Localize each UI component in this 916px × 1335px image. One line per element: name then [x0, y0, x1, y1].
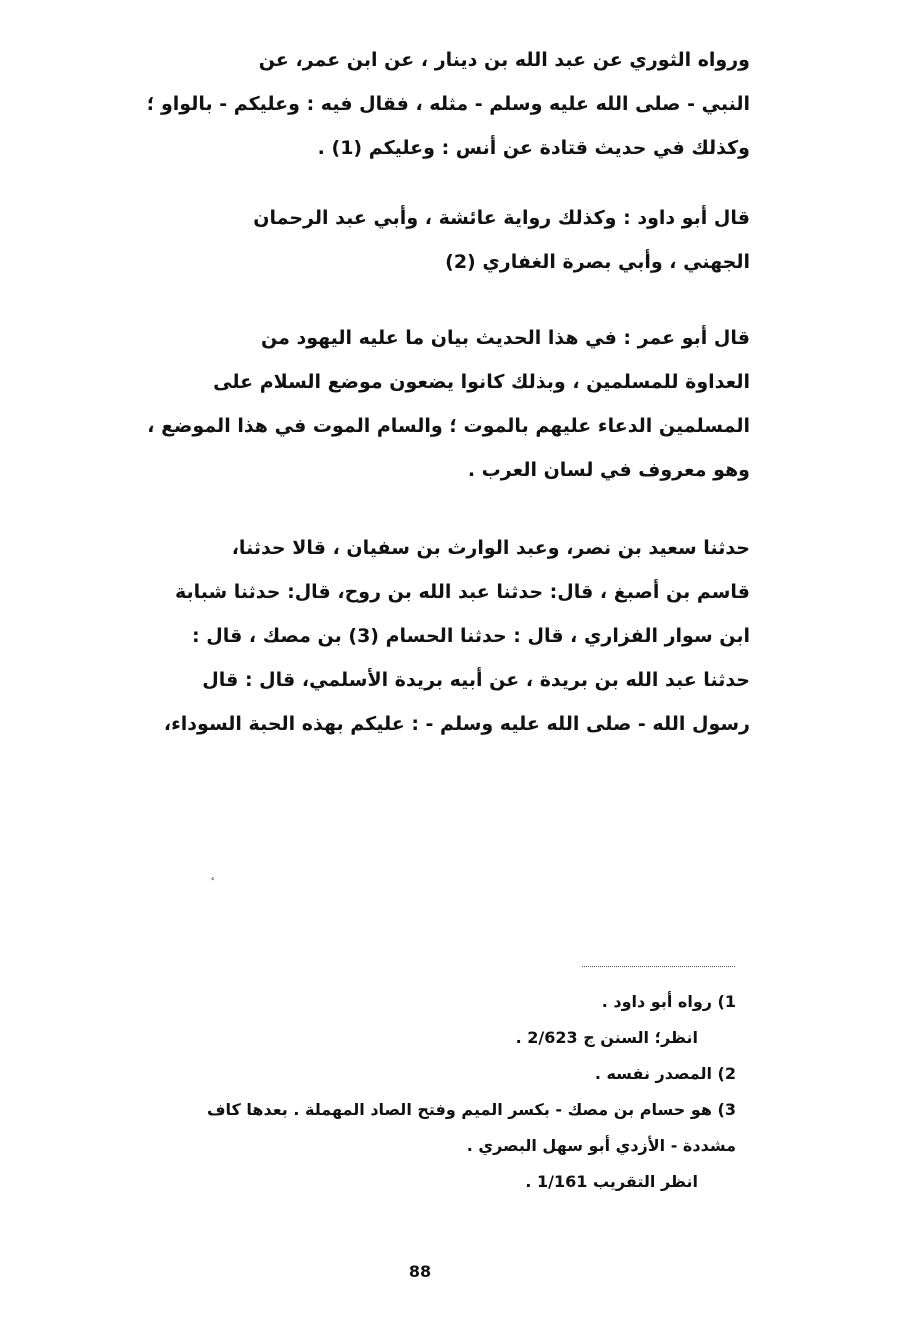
- paragraph-line: ورواه الثوري عن عبد الله بن دينار ، عن ابن عمر، عن: [258, 49, 750, 71]
- paragraph-line: المسلمين الدعاء عليهم بالموت ؛ والسام الموت في هذا الموضع ،: [147, 415, 750, 437]
- paragraph-line: حدثنا سعيد بن نصر، وعبد الوارث بن سفيان ، قالا حدثنا،: [231, 537, 750, 559]
- paragraph-1: [110, 38, 750, 170]
- footnote-divider: [582, 966, 735, 967]
- paragraph-3: [110, 316, 750, 492]
- paragraph-line: وهو معروف في لسان العرب .: [467, 459, 750, 481]
- paragraph-line: النبي - صلى الله عليه وسلم - مثله ، فقال فيه : وعليكم - بالواو ؛: [146, 93, 750, 115]
- footnote-3-reference: انظر التقريب 1/161 .: [525, 1172, 698, 1191]
- paragraph-line: قال أبو عمر : في هذا الحديث بيان ما عليه اليهود من: [260, 327, 750, 349]
- footnote-1: 1) رواه أبو داود .: [601, 992, 736, 1011]
- footnote-3-continuation: مشددة - الأزدي أبو سهل البصري .: [466, 1136, 736, 1155]
- scan-speck: ˂: [210, 876, 216, 889]
- paragraph-line: ابن سوار الفزاري ، قال : حدثنا الحسام (3) بن مصك ، قال :: [192, 625, 750, 647]
- paragraph-line: قال أبو داود : وكذلك رواية عائشة ، وأبي عبد الرحمان: [253, 207, 750, 229]
- paragraph-line: العداوة للمسلمين ، وبذلك كانوا يضعون موضع السلام على: [213, 371, 750, 393]
- page-number: 88: [408, 1262, 432, 1281]
- footnote-3: 3) هو حسام بن مصك - بكسر الميم وفتح الصاد المهملة . بعدها كاف: [206, 1100, 736, 1119]
- paragraph-4: [110, 526, 750, 746]
- paragraph-line: وكذلك في حديث قتادة عن أنس : وعليكم (1) .: [317, 137, 750, 159]
- footnote-2: 2) المصدر نفسه .: [594, 1064, 736, 1083]
- paragraph-2: [110, 196, 750, 284]
- paragraph-line: الجهني ، وأبي بصرة الغفاري (2): [445, 251, 750, 273]
- paragraph-line: قاسم بن أصبغ ، قال: حدثنا عبد الله بن روح، قال: حدثنا شبابة: [174, 581, 750, 603]
- footnotes: [106, 984, 736, 1200]
- paragraph-line: رسول الله - صلى الله عليه وسلم - : عليكم بهذه الحبة السوداء،: [163, 713, 750, 735]
- paragraph-line: حدثنا عبد الله بن بريدة ، عن أبيه بريدة الأسلمي، قال : قال: [202, 669, 750, 691]
- footnote-1-reference: انظر؛ السنن ج 2/623 .: [515, 1028, 698, 1047]
